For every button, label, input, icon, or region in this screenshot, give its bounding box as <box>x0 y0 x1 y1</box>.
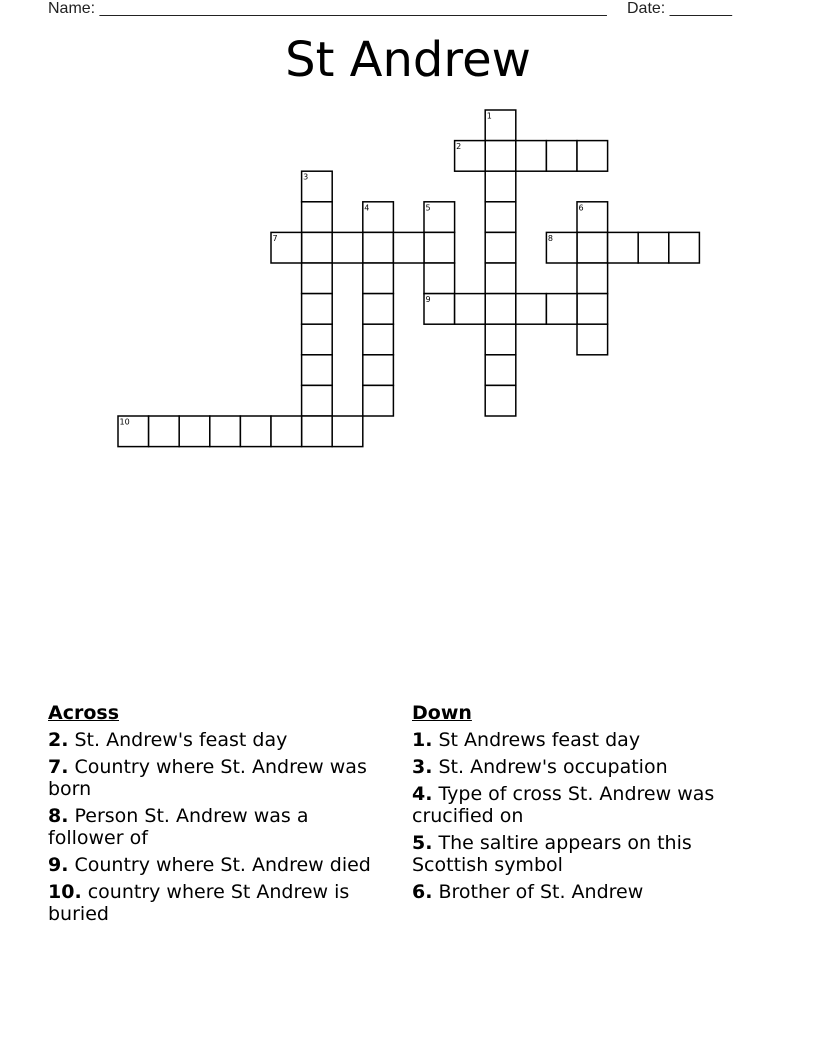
grid-cell[interactable] <box>149 416 180 447</box>
across-clue <box>48 854 388 876</box>
down-heading: Down <box>412 702 472 724</box>
grid-cell[interactable] <box>332 232 363 263</box>
grid-cell[interactable] <box>363 232 394 263</box>
grid-cell[interactable] <box>302 202 333 233</box>
clue-number: 10. <box>48 881 82 903</box>
down-clues <box>412 702 752 908</box>
grid-cell[interactable] <box>302 355 333 386</box>
grid-cell[interactable] <box>485 171 516 202</box>
clue-text: St. Andrew's feast day <box>74 729 288 751</box>
cell-number: 2 <box>456 142 462 152</box>
grid-cell[interactable] <box>363 294 394 325</box>
grid-cell[interactable] <box>302 416 333 447</box>
cell-number: 9 <box>425 295 431 305</box>
grid-cell[interactable] <box>424 263 455 294</box>
cell-number: 4 <box>364 203 370 213</box>
grid-cell[interactable] <box>608 232 639 263</box>
grid-cell[interactable] <box>546 294 577 325</box>
grid-cell[interactable] <box>271 416 302 447</box>
across-clue <box>48 756 388 800</box>
clue-number: 8. <box>48 805 69 827</box>
clue-text: St Andrews feast day <box>438 729 641 751</box>
grid-cell[interactable] <box>393 232 424 263</box>
grid-cell[interactable] <box>485 294 516 325</box>
name-field: Name: _________________________________________________________ <box>48 0 607 17</box>
grid-cell[interactable] <box>240 416 271 447</box>
grid-cell[interactable] <box>546 141 577 172</box>
clue-number: 9. <box>48 854 69 876</box>
grid-cell[interactable] <box>485 202 516 233</box>
down-clue <box>412 832 752 876</box>
grid-cell[interactable] <box>302 232 333 263</box>
clue-text: Country where St. Andrew died <box>74 854 371 876</box>
clue-text: Brother of St. Andrew <box>438 881 644 903</box>
across-clue <box>48 729 388 751</box>
grid-cell[interactable] <box>577 324 608 355</box>
crossword-grid <box>0 0 816 460</box>
down-clue <box>412 756 752 778</box>
grid-cell[interactable] <box>179 416 210 447</box>
clue-number: 2. <box>48 729 69 751</box>
grid-cell[interactable] <box>302 324 333 355</box>
grid-cell[interactable] <box>332 416 363 447</box>
clue-text: Country where St. Andrew was born <box>48 756 367 800</box>
clue-number: 4. <box>412 783 433 805</box>
grid-cell[interactable] <box>669 232 700 263</box>
grid-cell[interactable] <box>485 385 516 416</box>
clue-number: 1. <box>412 729 433 751</box>
page-title: St Andrew <box>285 32 531 88</box>
grid-cell[interactable] <box>577 232 608 263</box>
clue-text: Type of cross St. Andrew was crucified on <box>412 783 715 827</box>
clue-text: St. Andrew's occupation <box>438 756 668 778</box>
clue-number: 7. <box>48 756 69 778</box>
clue-number: 3. <box>412 756 433 778</box>
grid-cell[interactable] <box>455 294 486 325</box>
cell-number: 8 <box>547 233 553 243</box>
grid-cell[interactable] <box>516 141 547 172</box>
grid-cell[interactable] <box>638 232 669 263</box>
grid-cell[interactable] <box>485 232 516 263</box>
down-clue <box>412 783 752 827</box>
date-field: Date: _______ <box>627 0 732 17</box>
across-clues <box>48 702 388 930</box>
down-clue <box>412 729 752 751</box>
down-clue <box>412 881 752 903</box>
grid-cell[interactable] <box>302 294 333 325</box>
cell-number: 3 <box>303 172 309 182</box>
grid-cell[interactable] <box>485 141 516 172</box>
cell-number: 10 <box>119 417 130 427</box>
cell-number: 5 <box>425 203 431 213</box>
grid-cell[interactable] <box>516 294 547 325</box>
across-heading: Across <box>48 702 120 724</box>
grid-cell[interactable] <box>302 385 333 416</box>
across-clue <box>48 805 388 849</box>
grid-cell[interactable] <box>210 416 241 447</box>
cell-number: 1 <box>486 111 492 121</box>
cell-number: 6 <box>578 203 584 213</box>
clue-number: 6. <box>412 881 433 903</box>
cell-number: 7 <box>272 233 278 243</box>
clue-text: country where St Andrew is buried <box>48 881 350 925</box>
clue-text: Person St. Andrew was a follower of <box>48 805 309 849</box>
grid-cell[interactable] <box>363 385 394 416</box>
grid-cell[interactable] <box>485 355 516 386</box>
grid-cell[interactable] <box>577 141 608 172</box>
grid-cell[interactable] <box>424 232 455 263</box>
grid-cell[interactable] <box>363 355 394 386</box>
across-clue <box>48 881 388 925</box>
grid-cell[interactable] <box>302 263 333 294</box>
grid-cell[interactable] <box>577 263 608 294</box>
grid-cell[interactable] <box>363 263 394 294</box>
grid-cell[interactable] <box>485 263 516 294</box>
clue-text: The saltire appears on this Scottish symbol <box>412 832 692 876</box>
grid-cell[interactable] <box>485 324 516 355</box>
grid-cell[interactable] <box>363 324 394 355</box>
grid-cell[interactable] <box>577 294 608 325</box>
clue-number: 5. <box>412 832 433 854</box>
